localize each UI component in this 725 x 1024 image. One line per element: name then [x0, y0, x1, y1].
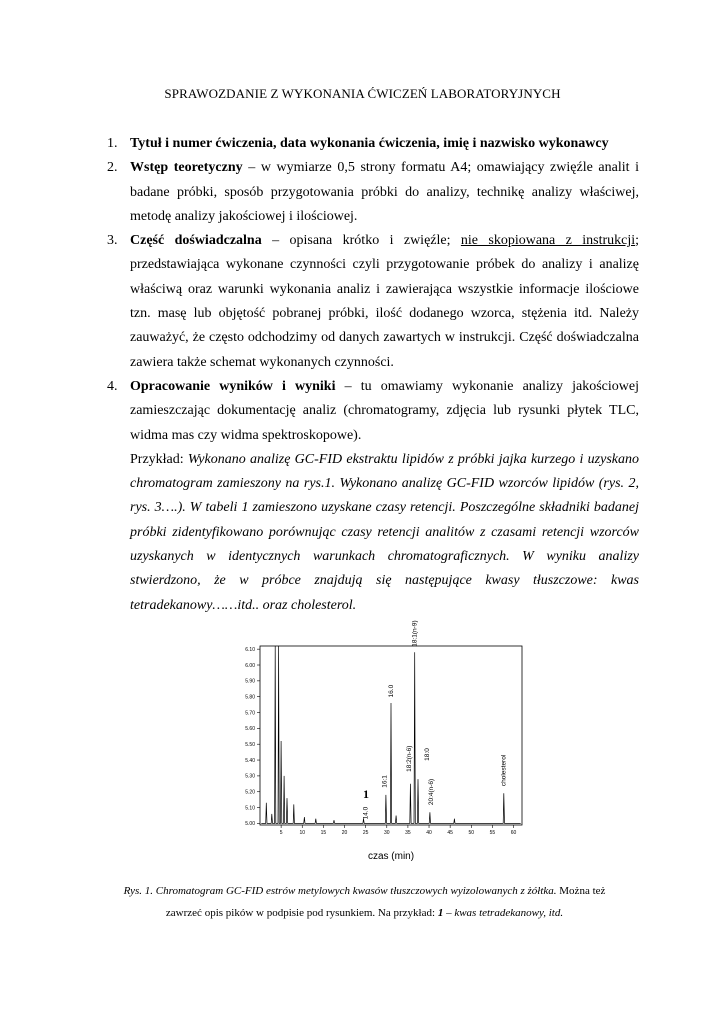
peak-label: 14.0: [362, 806, 370, 820]
x-tick-label: 50: [468, 830, 475, 836]
y-tick-label: 5.00: [245, 821, 255, 828]
figure-caption: [52, 880, 677, 924]
x-tick-label: 25: [362, 830, 369, 836]
y-tick-label: 5.10: [245, 805, 255, 812]
example-label: Przykład:: [130, 451, 188, 467]
y-tick-label: 5.60: [245, 726, 255, 733]
item-heading: Wstęp teoretyczny: [130, 160, 243, 176]
x-tick-label: 55: [489, 830, 496, 836]
x-axis-label: czas (min): [367, 851, 415, 862]
item-heading: Część doświadczalna: [130, 233, 262, 249]
example-paragraph: [130, 448, 639, 618]
y-tick-label: 5.70: [245, 710, 255, 717]
x-tick-label: 40: [426, 830, 432, 836]
y-tick-label: 5.40: [245, 757, 255, 764]
item-number: 3.: [107, 233, 118, 249]
x-tick-label: 20: [341, 830, 348, 836]
y-tick-label: 5.30: [245, 773, 255, 780]
section-list: [94, 132, 639, 618]
y-tick-label: 6.10: [245, 646, 255, 653]
caption-text: Można też: [556, 885, 606, 897]
caption-title: Rys. 1. Chromatogram GC-FID estrów metylowych kwasów tłuszczowych wyizolowanych z żółtka.: [123, 885, 557, 897]
item-number: 1.: [107, 136, 118, 151]
section-item-2: [94, 156, 639, 229]
x-tick-label: 35: [405, 830, 411, 836]
chromatogram-trace: [261, 646, 520, 823]
item-text: – opisana krótko i zwięźle;: [261, 233, 461, 249]
x-tick-label: 5: [279, 830, 283, 836]
peak-label: 18:2(n-6): [406, 745, 414, 772]
x-tick-label: 45: [447, 830, 453, 836]
x-tick-label: 60: [510, 830, 517, 836]
item-text: – w wymiarze 0,5 strony formatu A4; omawiający zwięźle analit i badane próbki, sposób przygotowania próbki do analizy, technikę analizy właściwej, metodę analizy jakościowej i ilościowej.: [130, 160, 639, 224]
item-number: 4.: [107, 378, 118, 394]
y-tick-label: 6.00: [245, 662, 255, 669]
x-tick-label: 10: [299, 830, 306, 836]
underlined-text: nie skopiowana z instrukcji: [460, 233, 636, 249]
item-text: ; przedstawiająca wykonane czynności czyli przygotowanie próbek do analizy i analizę właściwą oraz warunki wykonania analiz i zawierająca wszystkie informacje ilościowe tzn. masę lub objętość pobranej próbki, ilość dodanego wzorca, stężenia itd. Należy zauważyć, że często odchodzimy od danych zawartych w instrukcji. Część doświadczalna zawiera także schemat wykonanych czynności.: [130, 233, 640, 370]
item-heading: Opracowanie wyników i wyniki: [130, 378, 336, 394]
section-item-3: [94, 229, 639, 375]
caption-peak-number: 1: [437, 907, 444, 919]
y-tick-label: 5.20: [245, 789, 255, 796]
x-tick-label: 15: [320, 830, 327, 836]
caption-text: zawrzeć opis pików w podpisie pod rysunkiem. Na przykład:: [165, 907, 438, 919]
y-tick-label: 5.50: [245, 742, 255, 749]
peak-label: 16.0: [388, 684, 395, 698]
x-tick-label: 30: [383, 830, 390, 836]
peak-label: 20:4(n-6): [428, 778, 436, 806]
caption-peak-name: – kwas tetradekanowy, itd.: [443, 907, 564, 919]
item-number: 2.: [107, 160, 118, 176]
item-heading: Tytuł i numer ćwiczenia, data wykonania ćwiczenia, imię i nazwisko wykonawcy: [130, 136, 609, 151]
peak-label: 18:0: [423, 748, 431, 761]
example-text: Wykonano analizę GC-FID ekstraktu lipidów z próbki jajka kurzego i uzyskano chromatogram zamieszony na rys.1. Wykonano analizę GC-FID wzorców lipidów (rys. 2, rys. 3….). W tabeli 1 zamieszono uzyskane czasy retencji. Poszczególne składniki badanej próbki zidentyfikowano porównując czasy retencji analitów z czasami retencji wzorców uzyskanych w identycznych warunkach chromatograficznych. W wyniku analizy stwierdzono, że w próbce znajdują się następujące kwasy tłuszczowe: kwas tetradekanowy……itd.. oraz cholesterol.: [130, 451, 640, 613]
peak-number-annotation: 1: [363, 787, 370, 802]
peak-label: 18:1(n-9): [411, 620, 419, 647]
section-item-4: [94, 375, 639, 618]
section-item-1: [94, 132, 639, 156]
chromatogram-chart: [232, 620, 532, 865]
y-tick-label: 5.90: [245, 678, 255, 685]
page-title: SPRAWOZDANIE Z WYKONANIA ĆWICZEŃ LABORATORYJNYCH: [164, 86, 561, 101]
item-text: – tu omawiamy wykonanie analizy jakościowej zamieszczając dokumentację analiz (chromatogramy, zdjęcia lub rysunki płytek TLC, widma mas czy widma spektroskopowe).: [130, 378, 639, 443]
peak-label: 16:1: [381, 775, 389, 788]
y-tick-label: 5.80: [245, 694, 255, 701]
peak-label: cholesterol: [500, 754, 508, 787]
